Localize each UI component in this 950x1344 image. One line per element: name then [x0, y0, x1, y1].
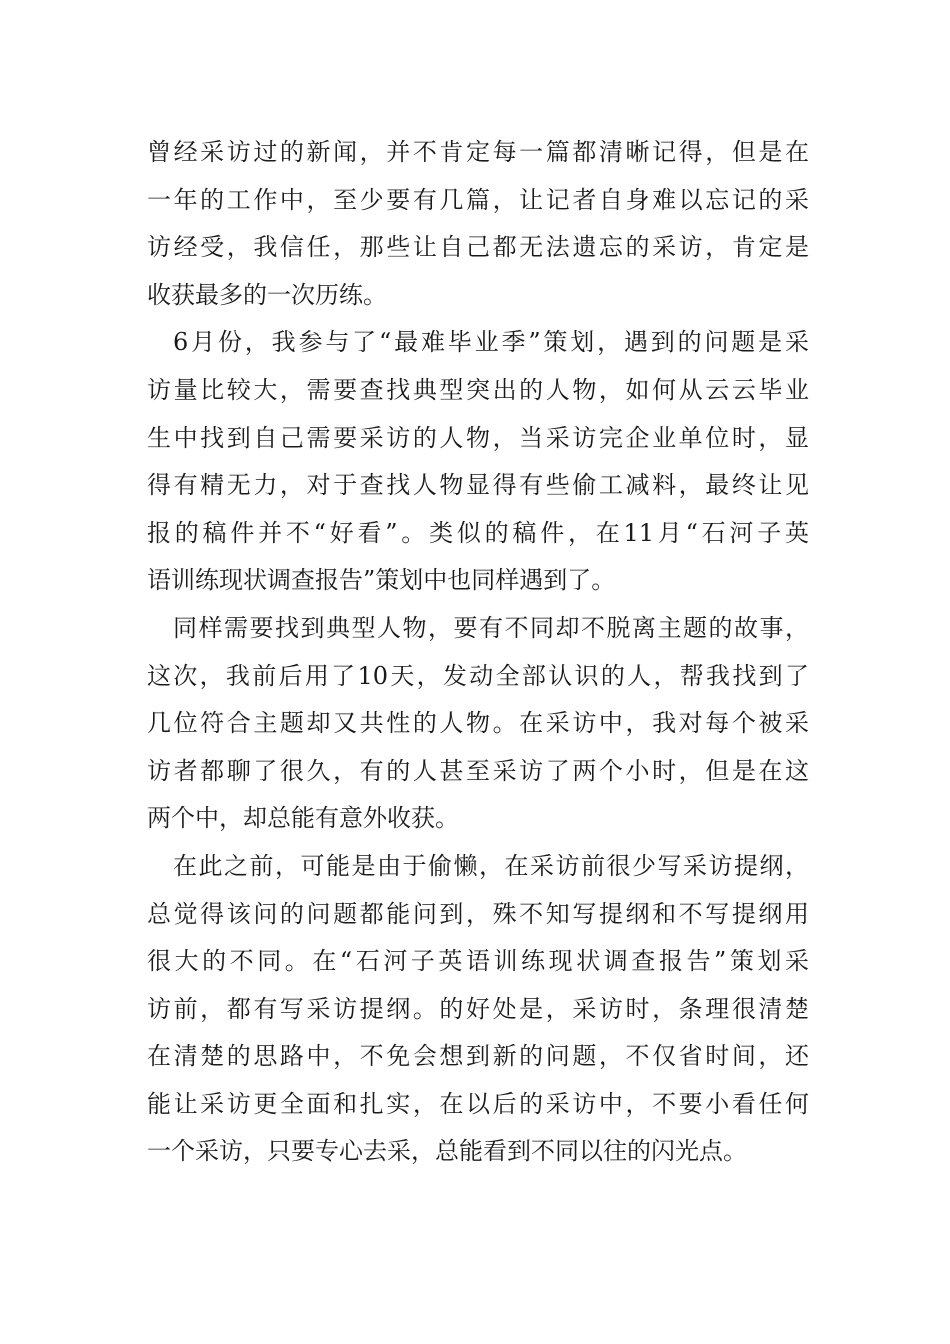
text-line: 很大的不同。在“石河子英语训练现状调查报告”策划采	[147, 947, 809, 976]
text-line: 总觉得该问的问题都能问到，殊不知写提纲和不写提纲用	[147, 899, 809, 928]
text-line: 访经受，我信任，那些让自己都无法遗忘的采访，肯定是	[147, 233, 809, 262]
text-line: 访前，都有写采访提纲。的好处是，采访时，条理很清楚	[147, 994, 809, 1023]
text-line: 访者都聊了很久，有的人甚至采访了两个小时，但是在这	[147, 756, 809, 785]
text-line: 在此之前，可能是由于偷懒，在采访前很少写采访提纲，	[173, 851, 809, 880]
text-line: 收获最多的一次历练。	[147, 280, 387, 309]
paragraph-2	[147, 319, 809, 605]
document-body	[147, 129, 809, 1176]
text-line: 能让采访更全面和扎实，在以后的采访中，不要小看任何	[147, 1089, 809, 1118]
text-line: 语训练现状调查报告”策划中也同样遇到了。	[147, 566, 616, 595]
text-line: 访量比较大，需要查找典型突出的人物，如何从云云毕业	[147, 375, 809, 404]
text-line: 6月份，我参与了“最难毕业季”策划，遇到的问题是采	[173, 328, 809, 357]
text-line: 报的稿件并不“好看”。类似的稿件，在11月“石河子英	[147, 518, 809, 547]
text-line: 几位符合主题却又共性的人物。在采访中，我对每个被采	[147, 709, 809, 738]
text-line: 生中找到自己需要采访的人物，当采访完企业单位时，显	[147, 423, 809, 452]
text-line: 这次，我前后用了10天，发动全部认识的人，帮我找到了	[147, 661, 809, 690]
paragraph-3	[147, 605, 809, 843]
text-line: 曾经采访过的新闻，并不肯定每一篇都清晰记得，但是在	[147, 138, 809, 166]
text-line: 在清楚的思路中，不免会想到新的问题，不仅省时间，还	[147, 1042, 809, 1071]
text-line: 一年的工作中，至少要有几篇，让记者自身难以忘记的采	[147, 185, 809, 214]
text-line: 两个中，却总能有意外收获。	[147, 804, 459, 833]
text-line: 同样需要找到典型人物，要有不同却不脱离主题的故事，	[173, 613, 809, 642]
paragraph-1	[147, 129, 809, 319]
text-line: 一个采访，只要专心去采，总能看到不同以往的闪光点。	[147, 1137, 747, 1166]
paragraph-4	[147, 843, 809, 1176]
text-line: 得有精无力，对于查找人物显得有些偷工减料，最终让见	[147, 471, 809, 500]
